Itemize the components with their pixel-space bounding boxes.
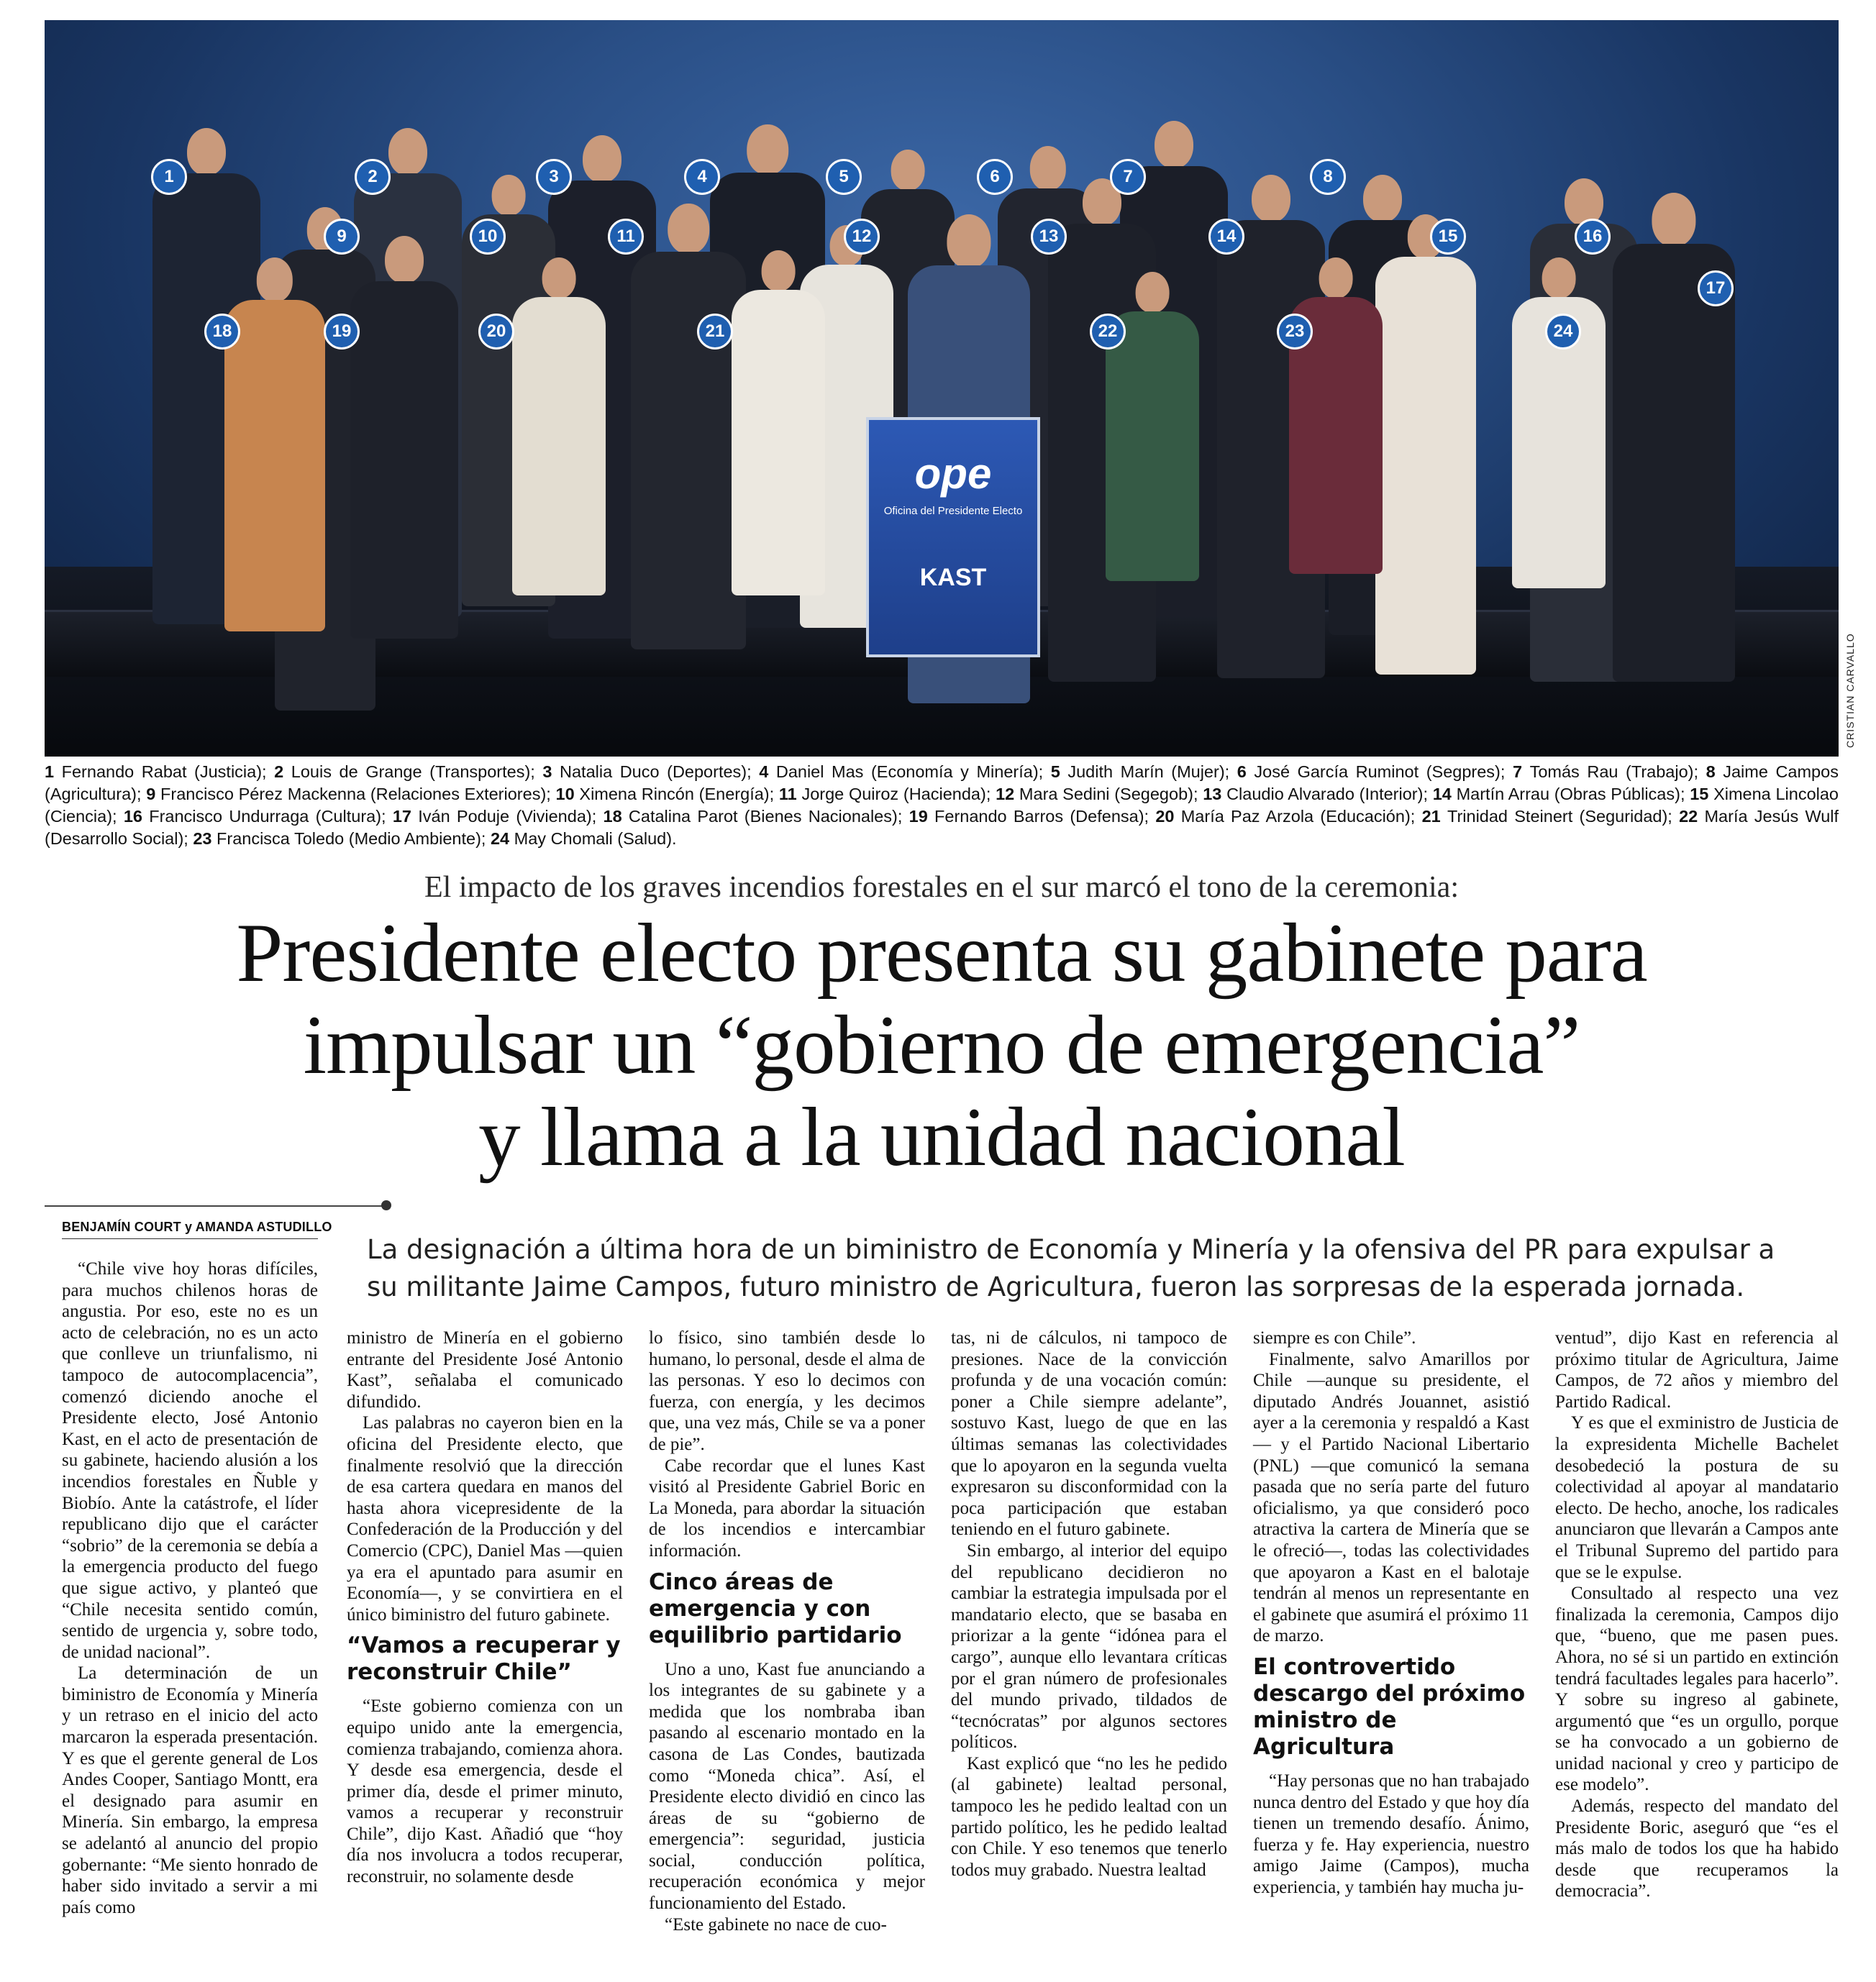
person-head xyxy=(187,128,226,175)
person-number-badge: 20 xyxy=(478,314,514,350)
person-head xyxy=(257,257,293,302)
person-head xyxy=(542,257,576,298)
person-number-badge: 16 xyxy=(1575,219,1611,255)
caption-text: Louis de Grange (Transportes); xyxy=(291,762,543,781)
caption-entry xyxy=(996,785,1203,803)
caption-text: Francisco Undurraga (Cultura); xyxy=(149,807,393,826)
person-head xyxy=(668,204,709,254)
person-number-badge: 9 xyxy=(324,219,360,255)
deck: La designación a última hora de un biministro de Economía y Minería y la ofensiva del PR para expulsar a su militante Jaime Campos, futuro ministro de Agricultura, fueron las sorpresas de la esperada jornada. xyxy=(367,1234,1775,1302)
caption-number: 21 xyxy=(1421,807,1447,826)
caption-text: Claudio Alvarado (Interior); xyxy=(1226,785,1433,803)
headline-line-3: y llama a la unidad nacional xyxy=(478,1091,1405,1184)
caption-text: Mara Sedini (Segegob); xyxy=(1019,785,1203,803)
caption-entry xyxy=(274,762,542,781)
headline-line-1: Presidente electo presenta su gabinete para xyxy=(236,907,1647,1000)
body-paragraph: tas, ni de cálculos, ni tampoco de presiones. Nace de la convicción profunda y de una vocación común: poner a Chile siempre adelante”, sostuvo Kast, luego de que en las últimas semanas las colectividades que lo apoyaron en la segunda vuelta expresaron su disconformidad con la poca participación que estaban teniendo en el futuro gabinete. xyxy=(951,1328,1227,1540)
caption-number: 19 xyxy=(909,807,935,826)
person-number-badge: 21 xyxy=(697,314,733,350)
podium-subtitle: Oficina del Presidente Electo xyxy=(883,505,1023,517)
person-number-badge: 13 xyxy=(1031,219,1067,255)
person-number-badge: 7 xyxy=(1110,159,1146,195)
caption-number: 3 xyxy=(542,762,560,781)
caption-entry xyxy=(124,807,393,826)
person-head xyxy=(762,250,796,291)
person-head xyxy=(388,128,427,175)
caption-text: Daniel Mas (Economía y Minería); xyxy=(775,762,1051,781)
person-silhouette xyxy=(631,204,746,649)
caption-text: Tomás Rau (Trabajo); xyxy=(1529,762,1706,781)
person-body xyxy=(732,290,825,595)
photo-credit: CRISTIAN CARVALLO xyxy=(1844,633,1856,748)
caption-entry xyxy=(1155,807,1421,826)
caption-number: 10 xyxy=(555,785,580,803)
caption-number: 13 xyxy=(1203,785,1227,803)
caption-text: Judith Marín (Mujer); xyxy=(1067,762,1237,781)
caption-number: 8 xyxy=(1706,762,1724,781)
person-head xyxy=(1155,121,1193,168)
caption-number: 2 xyxy=(274,762,291,781)
cabinet-photo xyxy=(45,20,1839,757)
caption-number: 5 xyxy=(1050,762,1068,781)
person-number-badge: 11 xyxy=(608,219,644,255)
body-paragraph: La determinación de un biministro de Economía y Minería y un retraso en el inicio del acto marcaron la esperada presentación. Y es que el gerente general de Los Andes Cooper, Santiago Montt, era el designado para asumir en Minería. Sin embargo, la empresa se adelantó al anuncio del propio gobernante: “Me siento honrado de haber sido invitado a servir a mi país como xyxy=(62,1663,318,1917)
caption-text: María Paz Arzola (Educación); xyxy=(1180,807,1422,826)
caption-entry xyxy=(1237,762,1513,781)
body-paragraph: Consultado al respecto una vez finalizada la ceremonia, Campos dijo que, “bueno, que me pasen pues. Ahora, no sé si un partido en extinción tendrá facultades legales para hacerlo”. Y sobre su ingreso al gabinete, argumentó que “es un orgullo, porque se ha convocado a un gobierno de unidad nacional y creo y participo de ese modelo”. xyxy=(1555,1584,1839,1795)
body-paragraph: “Hay personas que no han trabajado nunca dentro del Estado y que hoy día tienen un tremendo desafío. Ánimo, fuerza y fe. Hay experiencia, nuestro amigo Jaime (Campos), mucha experiencia, y también hay mucha ju- xyxy=(1253,1771,1529,1897)
caption-number: 18 xyxy=(603,807,629,826)
body-paragraph: Las palabras no cayeron bien en la oficina del Presidente electo, que finalmente resolvió que la dirección de esa cartera quedara en manos del hasta ahora vicepresidente de la Confederación de la Producción y del Comercio (CPC), Daniel Mas —quien ya era el apuntado para asumir en Economía—, y se convirtiera en el único biministro del futuro gabinete. xyxy=(347,1413,623,1625)
body-paragraph: Además, respecto del mandato del Presidente Boric, aseguró que “es el más malo de todos los que ha habido desde que recuperamos la democracia”. xyxy=(1555,1796,1839,1901)
caption-text: Iván Poduje (Vivienda); xyxy=(418,807,604,826)
caption-text: Catalina Parot (Bienes Nacionales); xyxy=(628,807,909,826)
person-number-badge: 1 xyxy=(151,159,187,195)
body-paragraph: Y es que el exministro de Justicia de la expresidenta Michelle Bachelet desobedeció la postura de su colectividad al apoyar al mandatario electo. De hecho, anoche, los radicales anunciaron que llevarán a Campos ante el Tribunal Supremo del partido para que se le expulse. xyxy=(1555,1413,1839,1582)
person-number-badge: 10 xyxy=(470,219,506,255)
caption-entry xyxy=(1203,785,1432,803)
article-column-6 xyxy=(1555,1328,1839,1902)
body-paragraph: Cabe recordar que el lunes Kast visitó al Presidente Gabriel Boric en La Moneda, para abordar la situación de los incendios e intercambiar información. xyxy=(649,1456,925,1561)
body-paragraph: Uno a uno, Kast fue anunciando a los integrantes de su gabinete y a medida que los nombraba iban pasando al escenario montado en la casona de Las Condes, bautizada como “Moneda chica”. Así, el Presidente electo dividió en cinco las áreas de su “gobierno de emergencia”: seguridad, justicia social, conducción política, recuperación económica y mejor funcionamiento del Estado. xyxy=(649,1659,925,1914)
person-number-badge: 5 xyxy=(826,159,862,195)
subheading: Cinco áreas de emergencia y con equilibrio partidario xyxy=(649,1568,902,1648)
headline-rule-dot xyxy=(381,1200,391,1210)
person-head xyxy=(1652,193,1695,247)
kicker: El impacto de los graves incendios forestales en el sur marcó el tono de la ceremonia: xyxy=(424,871,1459,904)
caption-text: Ximena Lincolao (Ciencia); xyxy=(45,785,1839,826)
person-head xyxy=(385,236,424,283)
person-number-badge: 23 xyxy=(1277,314,1313,350)
caption-text: Jaime Campos (Agricultura); xyxy=(45,762,1839,803)
byline-rule xyxy=(62,1238,318,1239)
body-paragraph: siempre es con Chile”. xyxy=(1253,1328,1416,1348)
person-silhouette xyxy=(350,236,458,639)
podium-brand: KAST xyxy=(919,564,987,591)
person-number-badge: 14 xyxy=(1208,219,1244,255)
person-number-badge: 19 xyxy=(324,314,360,350)
caption-text: Ximena Rincón (Energía); xyxy=(579,785,779,803)
caption-text: Martín Arrau (Obras Públicas); xyxy=(1456,785,1690,803)
person-number-badge: 15 xyxy=(1430,219,1466,255)
podium-logo: ope xyxy=(914,449,992,498)
caption-number: 4 xyxy=(759,762,776,781)
body-paragraph: “Chile vive hoy horas difíciles, para muchos chilenos horas de angustia. Por eso, este no es un acto de celebración, no es un acto que conlleve un triunfalismo, ni tampoco de autocomplacencia”, comenzó diciendo anoche el Presidente electo, José Antonio Kast, en el acto de presentación de su gabinete, haciendo alusión a los incendios forestales en Ñuble y Biobío. Ante la catástrofe, el líder republicano dijo que el carácter “sobrio” de la ceremonia se debía a la emergencia producto del fuego que sigue activo, y planteó que “Chile necesita sentido común, sentido de urgencia y, sobre todo, de unidad nacional”. xyxy=(62,1259,318,1662)
person-silhouette xyxy=(1289,257,1383,574)
caption-entry xyxy=(45,762,274,781)
person-head xyxy=(891,150,925,191)
caption-number: 1 xyxy=(45,762,62,781)
caption-entry xyxy=(759,762,1051,781)
caption-entry xyxy=(779,785,996,803)
person-body xyxy=(1106,311,1199,581)
person-head xyxy=(1252,175,1290,222)
person-head xyxy=(583,135,621,183)
article-column-1 xyxy=(62,1259,318,1918)
person-number-badge: 4 xyxy=(684,159,720,195)
person-silhouette xyxy=(732,250,825,595)
photo-caption xyxy=(45,761,1839,850)
body-paragraph: Sin embargo, al interior del equipo del republicano decidieron no cambiar la estrategia impulsada por el mandatario electo, que se basaba en priorizar a la gente “idónea para el cargo”, aunque ello levantara críticas por el gran número de profesionales del mundo privado, tildados de “tecnócratas” por algunos sectores políticos. xyxy=(951,1540,1227,1753)
subheading: El controvertido descargo del próximo ministro de Agricultura xyxy=(1253,1653,1526,1760)
body-paragraph: ministro de Minería en el gobierno entrante del Presidente José Antonio Kast”, señalaba el comunicado difundido. xyxy=(347,1328,623,1412)
article-column-3 xyxy=(649,1328,925,1935)
body-paragraph: Finalmente, salvo Amarillos por Chile —aunque su presidente, el diputado Andrés Jouannet, asistió ayer a la ceremonia y respaldó a Kast— y el Partido Nacional Libertario (PNL) —que comunicó la semana pasada que no sería parte del futuro oficialismo, ya que consideró poco atractiva la cartera de Minería que se le ofreció—, todas las colectividades que apoyaron a Kast en el balotaje tendrán al menos un representante en el gabinete que asumirá el próximo 11 de marzo. xyxy=(1253,1349,1529,1646)
person-head xyxy=(747,124,788,175)
caption-text: Jorge Quiroz (Hacienda); xyxy=(801,785,996,803)
caption-entry xyxy=(193,829,491,848)
caption-entry xyxy=(393,807,604,826)
caption-entry xyxy=(909,807,1156,826)
person-number-badge: 3 xyxy=(536,159,572,195)
person-body xyxy=(1613,244,1735,682)
caption-number: 17 xyxy=(392,807,419,826)
person-head xyxy=(1319,257,1353,298)
headline-line-2: impulsar un “gobierno de emergencia” xyxy=(303,999,1580,1092)
byline: BENJAMÍN COURT y AMANDA ASTUDILLO xyxy=(62,1220,332,1234)
person-head xyxy=(947,214,991,268)
person-silhouette xyxy=(1512,257,1606,588)
caption-entry xyxy=(491,829,677,848)
person-body xyxy=(512,297,606,595)
caption-number: 9 xyxy=(146,785,161,803)
person-silhouette xyxy=(512,257,606,595)
caption-entry xyxy=(1433,785,1690,803)
caption-text: Fernando Rabat (Justicia); xyxy=(61,762,275,781)
person-body xyxy=(631,252,746,649)
headline-rule xyxy=(45,1205,387,1207)
body-paragraph: Kast explicó que “no les he pedido (al gabinete) lealtad personal, tampoco les he pedido lealtad con un partido político, les he pedido lealtad con Chile. Y eso tenemos que tenerlo todos muy grabado. Nuestra lealtad xyxy=(951,1753,1227,1880)
person-number-badge: 12 xyxy=(844,219,880,255)
caption-number: 7 xyxy=(1512,762,1530,781)
caption-entry xyxy=(146,785,555,803)
caption-number: 6 xyxy=(1237,762,1255,781)
caption-text: Fernando Barros (Defensa); xyxy=(934,807,1156,826)
caption-text: Francisco Pérez Mackenna (Relaciones Exteriores); xyxy=(160,785,556,803)
person-body xyxy=(1375,257,1476,675)
caption-text: Natalia Duco (Deportes); xyxy=(560,762,760,781)
caption-number: 11 xyxy=(778,785,802,803)
caption-text: Trinidad Steinert (Seguridad); xyxy=(1447,807,1680,826)
caption-number: 16 xyxy=(123,807,150,826)
person-silhouette xyxy=(224,257,325,631)
person-number-badge: 24 xyxy=(1545,314,1581,350)
caption-number: 23 xyxy=(193,829,217,848)
caption-entry xyxy=(604,807,909,826)
person-head xyxy=(492,175,526,216)
article-column-2 xyxy=(347,1328,623,1888)
person-number-badge: 6 xyxy=(977,159,1013,195)
person-silhouette xyxy=(1375,214,1476,675)
person-number-badge: 2 xyxy=(355,159,391,195)
body-paragraph: “Este gabinete no nace de cuo- xyxy=(665,1914,887,1935)
caption-number: 12 xyxy=(996,785,1019,803)
caption-number: 20 xyxy=(1155,807,1181,826)
caption-entry xyxy=(1051,762,1237,781)
person-silhouette xyxy=(1613,193,1735,682)
article-column-4 xyxy=(951,1328,1227,1881)
subheading: “Vamos a recuperar y reconstruir Chile” xyxy=(347,1632,621,1686)
person-number-badge: 17 xyxy=(1698,270,1734,306)
caption-entry xyxy=(542,762,759,781)
caption-number: 22 xyxy=(1679,807,1705,826)
caption-entry xyxy=(556,785,779,803)
person-body xyxy=(224,300,325,631)
headline xyxy=(45,908,1839,1184)
article-column-5 xyxy=(1253,1328,1529,1898)
caption-text: María Jesús Wulf (Desarrollo Social); xyxy=(45,807,1839,848)
caption-number: 14 xyxy=(1432,785,1457,803)
caption-text: May Chomali (Salud). xyxy=(514,829,677,848)
person-number-badge: 22 xyxy=(1090,314,1126,350)
caption-entry xyxy=(1513,762,1706,781)
body-paragraph: “Este gobierno comienza con un equipo unido ante la emergencia, comienza trabajando, comienza ahora. Y desde esa emergencia, desde el primer día, desde el primer minuto, vamos a recuperar y reconstruir Chile”, dijo Kast. Añadió que “hoy día nos involucra a todos recuperar, reconstruir, no solamente desde xyxy=(347,1696,623,1887)
person-body xyxy=(350,281,458,639)
caption-number: 15 xyxy=(1690,785,1714,803)
person-number-badge: 18 xyxy=(204,314,240,350)
body-paragraph: ventud”, dijo Kast en referencia al próximo titular de Agricultura, Jaime Campos, de 72 años y miembro del Partido Radical. xyxy=(1555,1328,1839,1412)
person-head xyxy=(1136,272,1170,313)
caption-entry xyxy=(1422,807,1680,826)
caption-number: 24 xyxy=(490,829,514,848)
person-number-badge: 8 xyxy=(1310,159,1346,195)
person-head xyxy=(1542,257,1576,298)
caption-text: José García Ruminot (Segpres); xyxy=(1254,762,1513,781)
caption-text: Francisca Toledo (Medio Ambiente); xyxy=(217,829,491,848)
body-paragraph: lo físico, sino también desde lo humano, lo personal, desde el alma de las personas. Y eso lo decimos con fuerza, con energía, y les decimos que, una vez más, Chile se va a poner de pie”. xyxy=(649,1328,925,1454)
podium xyxy=(866,417,1040,657)
